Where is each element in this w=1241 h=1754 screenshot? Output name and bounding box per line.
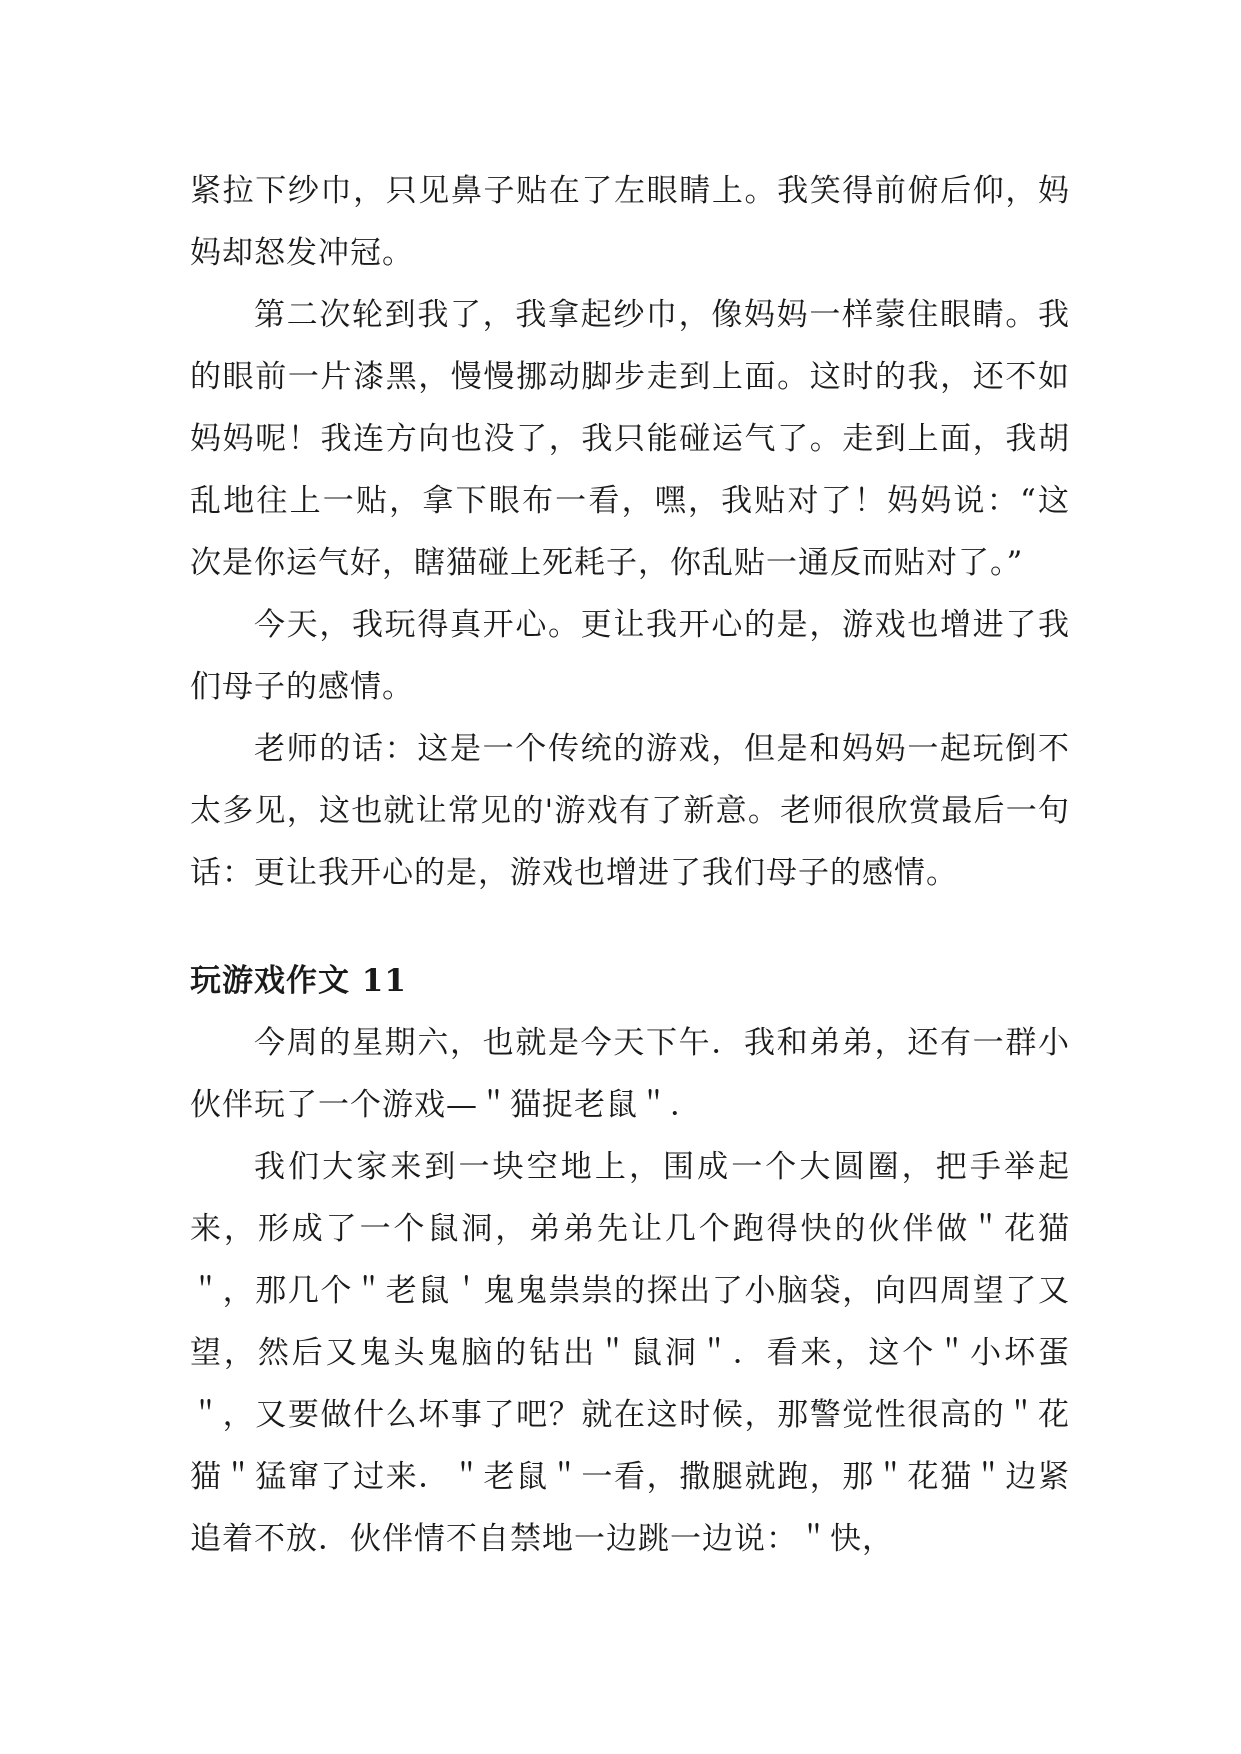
paragraph: 我们大家来到一块空地上，围成一个大圆圈，把手举起来，形成了一个鼠洞，弟弟先让几个跑得快的伙伴做＂花猫＂，那几个＂老鼠＇鬼鬼祟祟的探出了小脑袋，向四周望了又望，然后又鬼头鬼脑的钻出＂鼠洞＂．看来，这个＂小坏蛋＂，又要做什么坏事了吧？就在这时候，那警觉性很高的＂花猫＂猛窜了过来．＂老鼠＂一看，撒腿就跑，那＂花猫＂边紧追着不放．伙伴情不自禁地一边跳一边说：＂快， — [190, 1149, 1070, 1557]
document-body — [190, 160, 1070, 1570]
paragraph: 紧拉下纱巾，只见鼻子贴在了左眼睛上。我笑得前俯后仰，妈妈却怒发冲冠。 — [190, 173, 1070, 271]
paragraph: 第二次轮到我了，我拿起纱巾，像妈妈一样蒙住眼睛。我的眼前一片漆黑，慢慢挪动脚步走到上面。这时的我，还不如妈妈呢！我连方向也没了，我只能碰运气了。走到上面，我胡乱地往上一贴，拿下眼布一看，嘿，我贴对了！妈妈说：“这次是你运气好，瞎猫碰上死耗子，你乱贴一通反而贴对了。” — [190, 297, 1070, 581]
paragraph: 今天，我玩得真开心。更让我开心的是，游戏也增进了我们母子的感情。 — [190, 607, 1070, 705]
teacher-comment-paragraph: 老师的话：这是一个传统的游戏，但是和妈妈一起玩倒不太多见，这也就让常见的'游戏有了新意。老师很欣赏最后一句话：更让我开心的是，游戏也增进了我们母子的感情。 — [190, 731, 1070, 891]
section-title: 玩游戏作文 11 — [190, 963, 407, 999]
paragraph: 今周的星期六，也就是今天下午．我和弟弟，还有一群小伙伴玩了一个游戏—＂猫捉老鼠＂． — [190, 1025, 1070, 1123]
